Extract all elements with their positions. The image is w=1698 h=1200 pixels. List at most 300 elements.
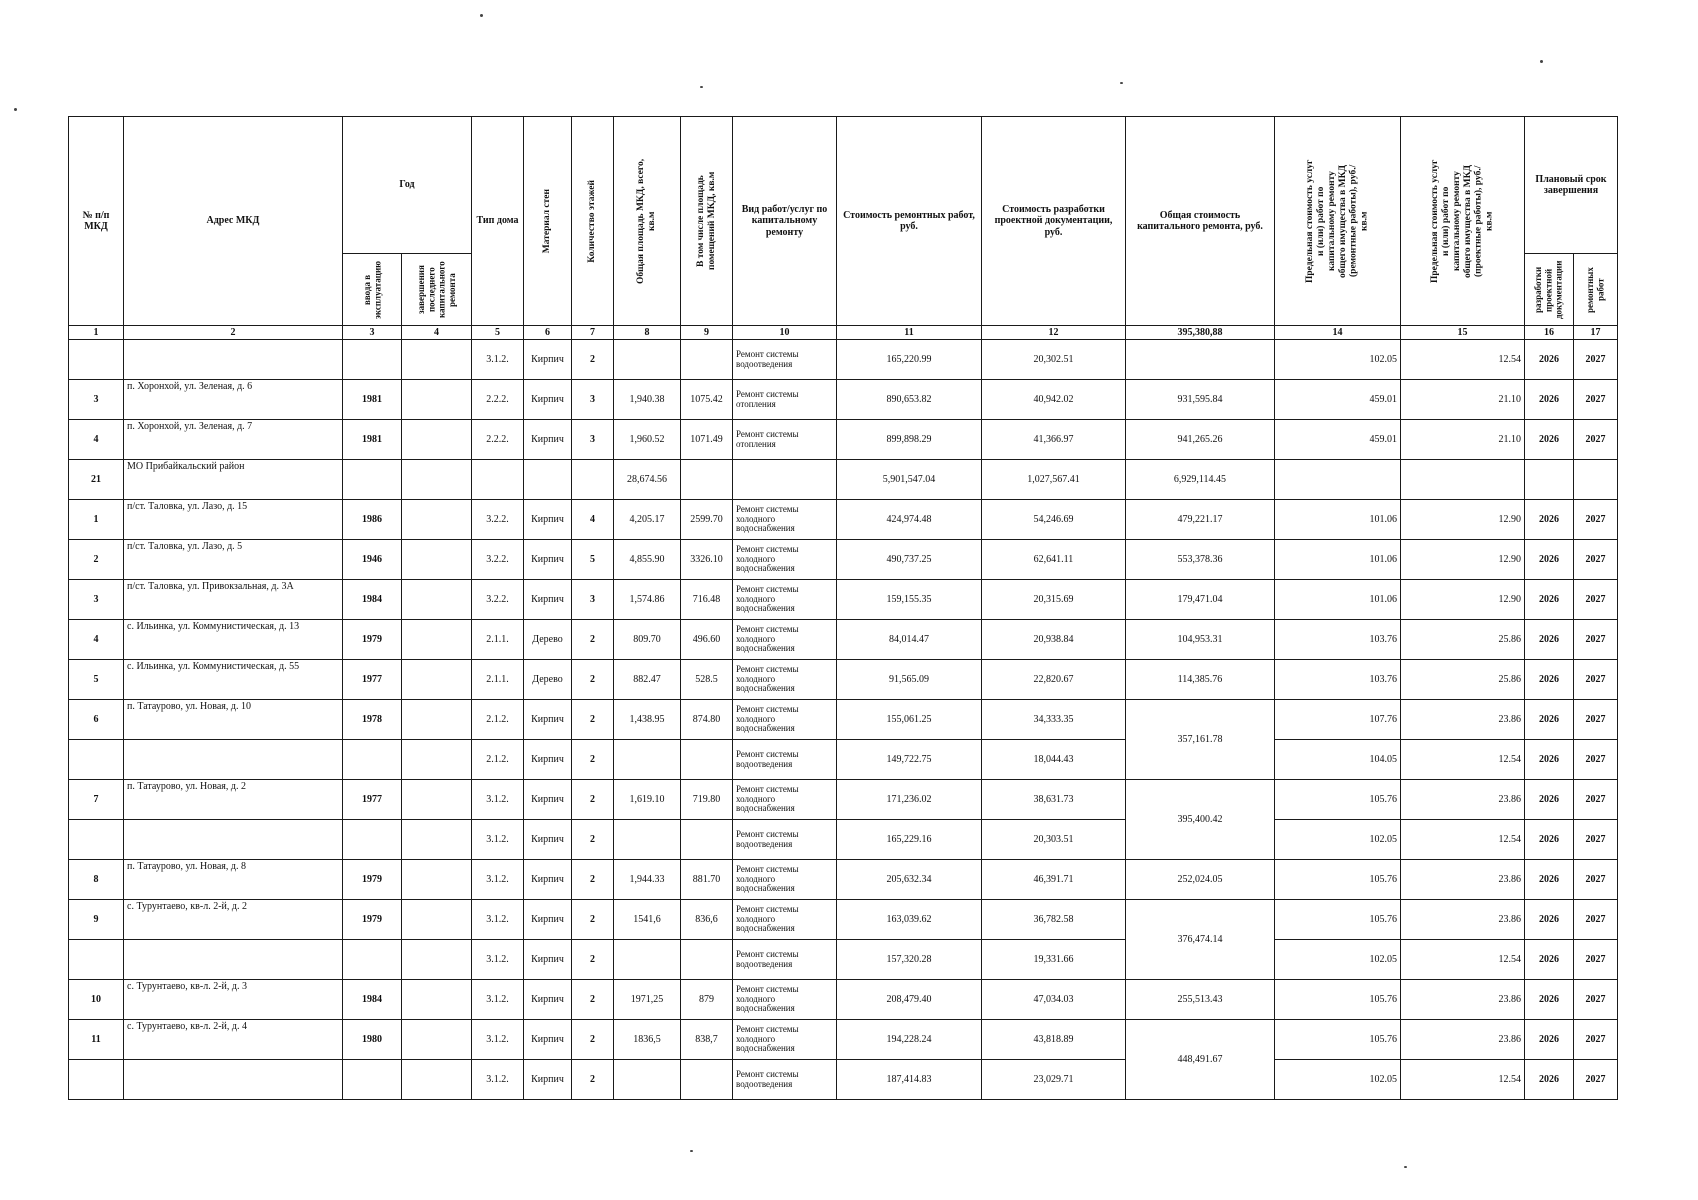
row-wall-material: Кирпич xyxy=(524,500,572,540)
table-row xyxy=(69,740,1618,780)
scan-speck xyxy=(1120,82,1123,84)
row-deadline-design: 2026 xyxy=(1525,420,1574,460)
row-premises-area: 3326.10 xyxy=(681,540,733,580)
row-premises-area xyxy=(681,940,733,980)
row-work-type: Ремонт системы холодного водоснабжения xyxy=(733,980,837,1020)
row-year-commission: 1977 xyxy=(343,780,402,820)
row-floors: 4 xyxy=(572,500,614,540)
table-row xyxy=(69,340,1618,380)
table-row xyxy=(69,980,1618,1020)
column-number-row xyxy=(69,326,1618,340)
row-floors xyxy=(572,460,614,500)
row-year-commission xyxy=(343,1060,402,1100)
row-premises-area: 879 xyxy=(681,980,733,1020)
row-number: 8 xyxy=(69,860,124,900)
row-number: 5 xyxy=(69,660,124,700)
row-wall-material: Кирпич xyxy=(524,820,572,860)
column-number: 15 xyxy=(1401,326,1525,340)
row-total-area: 1,438.95 xyxy=(614,700,681,740)
row-work-type: Ремонт системы холодного водоснабжения xyxy=(733,900,837,940)
row-year-commission: 1980 xyxy=(343,1020,402,1060)
row-work-type xyxy=(733,460,837,500)
row-work-type: Ремонт системы отопления xyxy=(733,420,837,460)
row-deadline-repair: 2027 xyxy=(1574,700,1618,740)
row-deadline-repair: 2027 xyxy=(1574,420,1618,460)
column-number: 6 xyxy=(524,326,572,340)
header-design-cost: Стоимость разработки проектной документации, руб. xyxy=(982,117,1126,326)
row-design-cost: 38,631.73 xyxy=(982,780,1126,820)
row-work-type: Ремонт системы холодного водоснабжения xyxy=(733,1020,837,1060)
row-year-commission xyxy=(343,740,402,780)
row-deadline-repair: 2027 xyxy=(1574,620,1618,660)
row-limit-design: 23.86 xyxy=(1401,780,1525,820)
row-address: с. Турунтаево, кв-л. 2-й, д. 3 xyxy=(124,980,343,1020)
table-row xyxy=(69,620,1618,660)
row-address: п. Хоронхой, ул. Зеленая, д. 7 xyxy=(124,420,343,460)
row-deadline-repair: 2027 xyxy=(1574,660,1618,700)
row-limit-repair: 102.05 xyxy=(1275,1060,1401,1100)
row-floors: 2 xyxy=(572,820,614,860)
row-number: 11 xyxy=(69,1020,124,1060)
row-deadline-design: 2026 xyxy=(1525,660,1574,700)
row-deadline-design: 2026 xyxy=(1525,900,1574,940)
row-floors: 3 xyxy=(572,420,614,460)
row-year-last-repair xyxy=(402,780,472,820)
table-row xyxy=(69,700,1618,740)
row-repair-cost: 187,414.83 xyxy=(837,1060,982,1100)
row-deadline-repair: 2027 xyxy=(1574,1020,1618,1060)
row-house-type: 2.2.2. xyxy=(472,420,524,460)
row-limit-design: 23.86 xyxy=(1401,1020,1525,1060)
row-repair-cost: 149,722.75 xyxy=(837,740,982,780)
row-address xyxy=(124,940,343,980)
row-limit-repair: 105.76 xyxy=(1275,780,1401,820)
row-address xyxy=(124,740,343,780)
row-house-type: 2.1.2. xyxy=(472,740,524,780)
row-deadline-design: 2026 xyxy=(1525,700,1574,740)
row-premises-area: 528.5 xyxy=(681,660,733,700)
scan-speck xyxy=(480,14,483,17)
row-year-last-repair xyxy=(402,500,472,540)
row-house-type: 3.1.2. xyxy=(472,860,524,900)
row-limit-repair: 105.76 xyxy=(1275,1020,1401,1060)
header-year-commission-text: ввода в эксплуатацию xyxy=(361,260,382,319)
row-year-commission: 1979 xyxy=(343,860,402,900)
row-design-cost: 19,331.66 xyxy=(982,940,1126,980)
row-premises-area: 881.70 xyxy=(681,860,733,900)
header-limit-design-text: Предельная стоимость услуг и (или) работ по капитальному ремонту общего имущества в МКД (проектные работы), руб./кв.м xyxy=(1429,159,1495,283)
row-number: 10 xyxy=(69,980,124,1020)
row-deadline-repair: 2027 xyxy=(1574,900,1618,940)
row-total-area: 809.70 xyxy=(614,620,681,660)
row-address: с. Ильинка, ул. Коммунистическая, д. 55 xyxy=(124,660,343,700)
row-design-cost: 20,303.51 xyxy=(982,820,1126,860)
row-year-commission xyxy=(343,940,402,980)
row-total-cost: 931,595.84 xyxy=(1126,380,1275,420)
column-number: 12 xyxy=(982,326,1126,340)
row-deadline-repair: 2027 xyxy=(1574,1060,1618,1100)
column-number: 3 xyxy=(343,326,402,340)
column-number: 2 xyxy=(124,326,343,340)
row-house-type: 3.1.2. xyxy=(472,820,524,860)
row-limit-design: 23.86 xyxy=(1401,900,1525,940)
row-limit-repair: 104.05 xyxy=(1275,740,1401,780)
row-wall-material: Кирпич xyxy=(524,380,572,420)
row-year-last-repair xyxy=(402,1020,472,1060)
row-number: 9 xyxy=(69,900,124,940)
row-floors: 3 xyxy=(572,380,614,420)
row-total-cost xyxy=(1126,340,1275,380)
row-work-type: Ремонт системы водоотведения xyxy=(733,1060,837,1100)
header-total-area-text: Общая площадь МКД, всего, кв.м xyxy=(636,158,657,284)
row-limit-repair: 101.06 xyxy=(1275,580,1401,620)
row-limit-design: 21.10 xyxy=(1401,380,1525,420)
column-number: 14 xyxy=(1275,326,1401,340)
header-deadline-design-text: разработки проектной документации xyxy=(1533,260,1565,319)
row-floors: 2 xyxy=(572,980,614,1020)
row-repair-cost: 205,632.34 xyxy=(837,860,982,900)
row-deadline-repair: 2027 xyxy=(1574,780,1618,820)
row-total-cost: 104,953.31 xyxy=(1126,620,1275,660)
row-premises-area xyxy=(681,820,733,860)
header-year: Год xyxy=(343,117,472,254)
row-total-area: 4,205.17 xyxy=(614,500,681,540)
row-year-last-repair xyxy=(402,740,472,780)
row-limit-repair: 105.76 xyxy=(1275,860,1401,900)
row-total-area xyxy=(614,820,681,860)
row-year-last-repair xyxy=(402,460,472,500)
header-deadline: Плановый срок завершения xyxy=(1525,117,1618,254)
row-design-cost: 47,034.03 xyxy=(982,980,1126,1020)
row-total-area: 1836,5 xyxy=(614,1020,681,1060)
row-year-commission: 1946 xyxy=(343,540,402,580)
row-work-type: Ремонт системы холодного водоснабжения xyxy=(733,580,837,620)
row-total-cost: 395,400.42 xyxy=(1126,780,1275,860)
row-floors: 2 xyxy=(572,620,614,660)
row-address: МО Прибайкальский район xyxy=(124,460,343,500)
column-number: 5 xyxy=(472,326,524,340)
row-deadline-repair: 2027 xyxy=(1574,500,1618,540)
header-floors-text: Количество этажей xyxy=(587,179,598,263)
row-year-last-repair xyxy=(402,660,472,700)
table-row xyxy=(69,860,1618,900)
row-floors: 2 xyxy=(572,700,614,740)
row-repair-cost: 91,565.09 xyxy=(837,660,982,700)
row-floors: 2 xyxy=(572,1060,614,1100)
row-design-cost: 23,029.71 xyxy=(982,1060,1126,1100)
row-address: с. Ильинка, ул. Коммунистическая, д. 13 xyxy=(124,620,343,660)
table-row xyxy=(69,500,1618,540)
row-year-commission: 1977 xyxy=(343,660,402,700)
row-design-cost: 34,333.35 xyxy=(982,700,1126,740)
row-year-commission: 1979 xyxy=(343,620,402,660)
row-wall-material xyxy=(524,460,572,500)
row-design-cost: 20,315.69 xyxy=(982,580,1126,620)
row-work-type: Ремонт системы водоотведения xyxy=(733,940,837,980)
row-address: с. Турунтаево, кв-л. 2-й, д. 2 xyxy=(124,900,343,940)
header-work-type: Вид работ/услуг по капитальному ремонту xyxy=(733,117,837,326)
row-year-commission: 1986 xyxy=(343,500,402,540)
row-address: п. Хоронхой, ул. Зеленая, д. 6 xyxy=(124,380,343,420)
row-repair-cost: 157,320.28 xyxy=(837,940,982,980)
row-floors: 2 xyxy=(572,660,614,700)
row-limit-design: 12.54 xyxy=(1401,820,1525,860)
row-deadline-design: 2026 xyxy=(1525,500,1574,540)
row-premises-area: 719.80 xyxy=(681,780,733,820)
row-work-type: Ремонт системы холодного водоснабжения xyxy=(733,540,837,580)
scan-speck xyxy=(1540,60,1543,63)
row-year-last-repair xyxy=(402,980,472,1020)
row-repair-cost: 163,039.62 xyxy=(837,900,982,940)
row-number xyxy=(69,740,124,780)
row-house-type: 3.1.2. xyxy=(472,900,524,940)
row-address: с. Турунтаево, кв-л. 2-й, д. 4 xyxy=(124,1020,343,1060)
row-repair-cost: 155,061.25 xyxy=(837,700,982,740)
header-total-area xyxy=(614,117,681,326)
row-total-area: 1,960.52 xyxy=(614,420,681,460)
row-limit-repair: 103.76 xyxy=(1275,620,1401,660)
row-year-last-repair xyxy=(402,900,472,940)
row-house-type xyxy=(472,460,524,500)
row-limit-repair: 102.05 xyxy=(1275,940,1401,980)
row-total-cost: 255,513.43 xyxy=(1126,980,1275,1020)
column-number: 10 xyxy=(733,326,837,340)
row-year-commission xyxy=(343,820,402,860)
row-repair-cost: 194,228.24 xyxy=(837,1020,982,1060)
row-design-cost: 54,246.69 xyxy=(982,500,1126,540)
row-house-type: 3.2.2. xyxy=(472,540,524,580)
row-wall-material: Дерево xyxy=(524,660,572,700)
row-limit-repair xyxy=(1275,460,1401,500)
row-repair-cost: 208,479.40 xyxy=(837,980,982,1020)
row-limit-design: 12.90 xyxy=(1401,540,1525,580)
row-house-type: 3.1.2. xyxy=(472,980,524,1020)
row-total-cost: 448,491.67 xyxy=(1126,1020,1275,1100)
row-limit-repair: 459.01 xyxy=(1275,380,1401,420)
header-address: Адрес МКД xyxy=(124,117,343,326)
header-year-last-repair-text: завершения последнего капитального ремонта xyxy=(415,261,457,318)
row-repair-cost: 159,155.35 xyxy=(837,580,982,620)
row-number xyxy=(69,340,124,380)
row-total-area: 28,674.56 xyxy=(614,460,681,500)
row-year-last-repair xyxy=(402,420,472,460)
row-number xyxy=(69,820,124,860)
row-design-cost: 18,044.43 xyxy=(982,740,1126,780)
header-premises-area xyxy=(681,117,733,326)
row-limit-design: 12.54 xyxy=(1401,940,1525,980)
row-deadline-repair: 2027 xyxy=(1574,980,1618,1020)
header-wall-material xyxy=(524,117,572,326)
row-deadline-design: 2026 xyxy=(1525,740,1574,780)
row-floors: 3 xyxy=(572,580,614,620)
scan-speck xyxy=(1404,1166,1407,1168)
row-floors: 2 xyxy=(572,900,614,940)
column-number: 11 xyxy=(837,326,982,340)
row-design-cost: 43,818.89 xyxy=(982,1020,1126,1060)
row-limit-design: 23.86 xyxy=(1401,980,1525,1020)
row-wall-material: Кирпич xyxy=(524,1060,572,1100)
row-work-type: Ремонт системы водоотведения xyxy=(733,820,837,860)
row-number: 6 xyxy=(69,700,124,740)
row-deadline-design: 2026 xyxy=(1525,860,1574,900)
row-total-cost: 179,471.04 xyxy=(1126,580,1275,620)
header-limit-repair-text: Предельная стоимость услуг и (или) работ по капитальному ремонту общего имущества в МКД (ремонтные работы), руб./кв.м xyxy=(1304,159,1370,283)
row-year-commission: 1981 xyxy=(343,380,402,420)
row-number: 1 xyxy=(69,500,124,540)
row-premises-area xyxy=(681,740,733,780)
row-repair-cost: 890,653.82 xyxy=(837,380,982,420)
row-year-commission: 1984 xyxy=(343,980,402,1020)
row-limit-repair: 102.05 xyxy=(1275,340,1401,380)
row-house-type: 3.1.2. xyxy=(472,1060,524,1100)
row-limit-repair: 103.76 xyxy=(1275,660,1401,700)
row-limit-repair: 101.06 xyxy=(1275,540,1401,580)
header-house-type: Тип дома xyxy=(472,117,524,326)
scan-speck xyxy=(14,108,17,111)
row-premises-area xyxy=(681,340,733,380)
row-address xyxy=(124,820,343,860)
row-year-commission: 1981 xyxy=(343,420,402,460)
column-number: 17 xyxy=(1574,326,1618,340)
row-premises-area xyxy=(681,460,733,500)
header-num: № п/п МКД xyxy=(69,117,124,326)
row-total-cost: 941,265.26 xyxy=(1126,420,1275,460)
row-year-commission: 1979 xyxy=(343,900,402,940)
row-premises-area: 1075.42 xyxy=(681,380,733,420)
row-limit-design: 23.86 xyxy=(1401,700,1525,740)
row-premises-area: 838,7 xyxy=(681,1020,733,1060)
row-total-area xyxy=(614,1060,681,1100)
table-row xyxy=(69,580,1618,620)
row-repair-cost: 171,236.02 xyxy=(837,780,982,820)
row-total-area xyxy=(614,740,681,780)
row-deadline-repair: 2027 xyxy=(1574,380,1618,420)
row-total-area: 1541,6 xyxy=(614,900,681,940)
row-premises-area: 874.80 xyxy=(681,700,733,740)
scan-speck xyxy=(700,86,703,88)
header-row xyxy=(69,117,1618,254)
row-year-last-repair xyxy=(402,380,472,420)
row-year-last-repair xyxy=(402,940,472,980)
row-number: 2 xyxy=(69,540,124,580)
table-row xyxy=(69,940,1618,980)
row-house-type: 3.2.2. xyxy=(472,580,524,620)
row-work-type: Ремонт системы холодного водоснабжения xyxy=(733,620,837,660)
row-number: 4 xyxy=(69,620,124,660)
row-repair-cost: 5,901,547.04 xyxy=(837,460,982,500)
row-address: п. Татаурово, ул. Новая, д. 2 xyxy=(124,780,343,820)
row-year-last-repair xyxy=(402,340,472,380)
row-repair-cost: 424,974.48 xyxy=(837,500,982,540)
table-row xyxy=(69,900,1618,940)
column-number: 16 xyxy=(1525,326,1574,340)
table-row xyxy=(69,540,1618,580)
row-total-area xyxy=(614,340,681,380)
row-repair-cost: 899,898.29 xyxy=(837,420,982,460)
row-work-type: Ремонт системы водоотведения xyxy=(733,740,837,780)
row-house-type: 2.1.1. xyxy=(472,660,524,700)
row-house-type: 3.2.2. xyxy=(472,500,524,540)
row-total-area: 882.47 xyxy=(614,660,681,700)
row-deadline-design: 2026 xyxy=(1525,780,1574,820)
row-total-area: 1,619.10 xyxy=(614,780,681,820)
row-year-last-repair xyxy=(402,620,472,660)
row-year-last-repair xyxy=(402,820,472,860)
header-total-cost: Общая стоимость капитального ремонта, руб. xyxy=(1126,117,1275,326)
column-number-13-overprint: 395,380,88 xyxy=(1126,326,1275,340)
row-house-type: 3.1.2. xyxy=(472,940,524,980)
row-work-type: Ремонт системы водоотведения xyxy=(733,340,837,380)
row-house-type: 2.1.2. xyxy=(472,700,524,740)
row-wall-material: Дерево xyxy=(524,620,572,660)
row-work-type: Ремонт системы холодного водоснабжения xyxy=(733,860,837,900)
column-number: 7 xyxy=(572,326,614,340)
row-limit-design: 12.54 xyxy=(1401,1060,1525,1100)
row-year-last-repair xyxy=(402,1060,472,1100)
row-repair-cost: 490,737.25 xyxy=(837,540,982,580)
scan-speck xyxy=(690,1150,693,1152)
row-wall-material: Кирпич xyxy=(524,780,572,820)
row-limit-design: 23.86 xyxy=(1401,860,1525,900)
row-premises-area: 836,6 xyxy=(681,900,733,940)
row-floors: 2 xyxy=(572,740,614,780)
row-deadline-design: 2026 xyxy=(1525,980,1574,1020)
row-house-type: 2.2.2. xyxy=(472,380,524,420)
row-number: 7 xyxy=(69,780,124,820)
table-row xyxy=(69,780,1618,820)
row-deadline-repair xyxy=(1574,460,1618,500)
row-house-type: 3.1.2. xyxy=(472,780,524,820)
row-design-cost: 22,820.67 xyxy=(982,660,1126,700)
row-deadline-design: 2026 xyxy=(1525,380,1574,420)
table-row xyxy=(69,820,1618,860)
row-total-cost: 114,385.76 xyxy=(1126,660,1275,700)
row-wall-material: Кирпич xyxy=(524,980,572,1020)
row-wall-material: Кирпич xyxy=(524,860,572,900)
row-year-commission xyxy=(343,460,402,500)
row-address xyxy=(124,1060,343,1100)
row-premises-area: 716.48 xyxy=(681,580,733,620)
row-deadline-repair: 2027 xyxy=(1574,540,1618,580)
column-number: 8 xyxy=(614,326,681,340)
row-total-area: 1,944.33 xyxy=(614,860,681,900)
row-deadline-design: 2026 xyxy=(1525,580,1574,620)
row-address: п. Татаурово, ул. Новая, д. 8 xyxy=(124,860,343,900)
table-row xyxy=(69,380,1618,420)
row-wall-material: Кирпич xyxy=(524,580,572,620)
table-row xyxy=(69,420,1618,460)
row-deadline-repair: 2027 xyxy=(1574,820,1618,860)
row-deadline-design: 2026 xyxy=(1525,620,1574,660)
row-year-last-repair xyxy=(402,540,472,580)
row-address: п/ст. Таловка, ул. Лазо, д. 15 xyxy=(124,500,343,540)
row-floors: 2 xyxy=(572,780,614,820)
row-number xyxy=(69,940,124,980)
row-number: 4 xyxy=(69,420,124,460)
row-limit-repair: 101.06 xyxy=(1275,500,1401,540)
row-total-area: 1971,25 xyxy=(614,980,681,1020)
row-year-last-repair xyxy=(402,700,472,740)
row-repair-cost: 165,220.99 xyxy=(837,340,982,380)
row-wall-material: Кирпич xyxy=(524,700,572,740)
row-design-cost: 36,782.58 xyxy=(982,900,1126,940)
row-work-type: Ремонт системы холодного водоснабжения xyxy=(733,780,837,820)
row-design-cost: 20,938.84 xyxy=(982,620,1126,660)
row-number: 21 xyxy=(69,460,124,500)
row-house-type: 2.1.1. xyxy=(472,620,524,660)
row-floors: 5 xyxy=(572,540,614,580)
row-total-area: 4,855.90 xyxy=(614,540,681,580)
